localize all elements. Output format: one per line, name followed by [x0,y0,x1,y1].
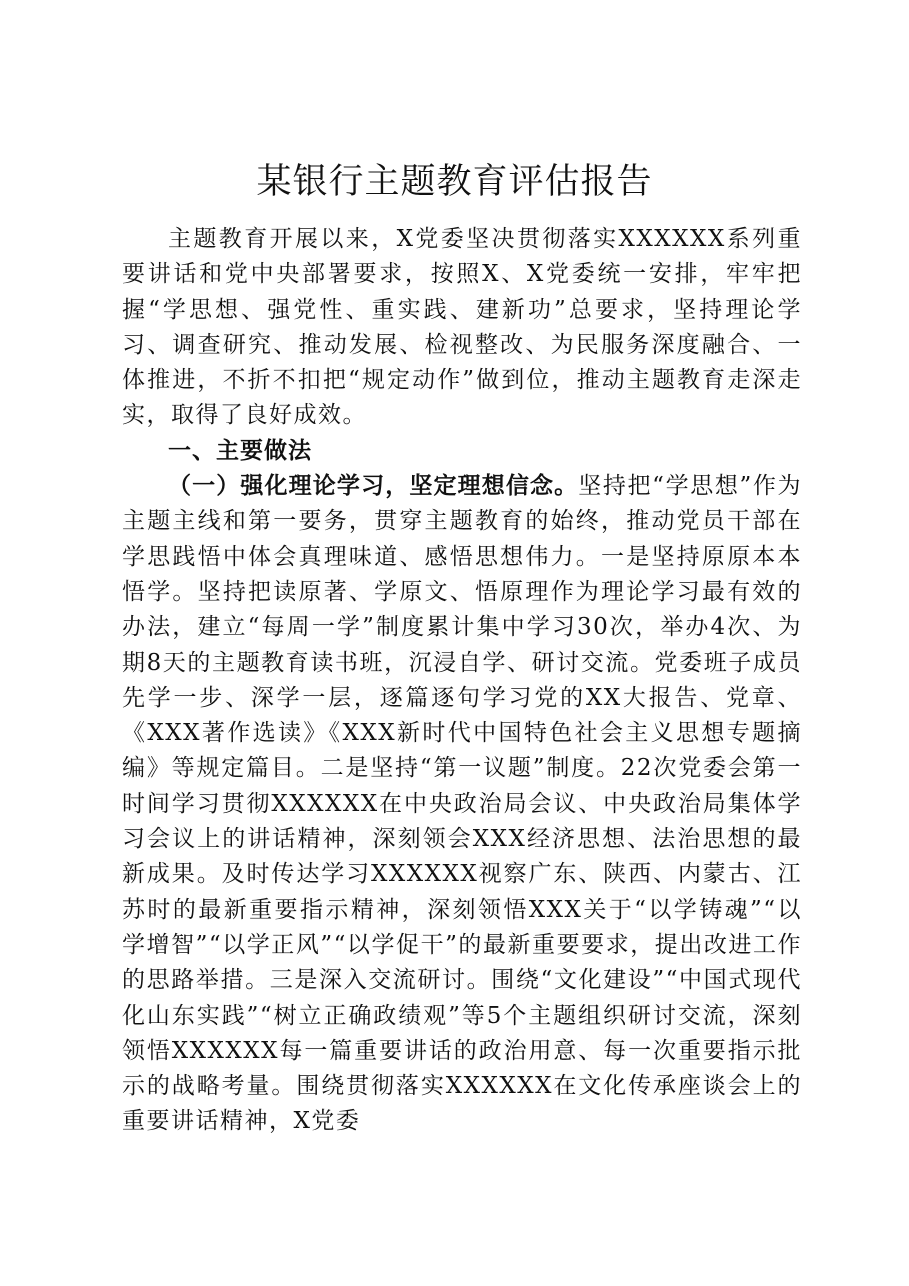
document-title: 某银行主题教育评估报告 [256,162,653,202]
document-body [122,222,802,1140]
subsection-body: 坚持把“学思想”作为主题主线和第一要务，贯穿主题教育的始终，推动党员干部在学思践悟中体会真理味道、感悟思想伟力。一是坚持原原本本悟学。坚持把读原著、学原文、悟原理作为理论学习最有效的办法，建立“每周一学”制度累计集中学习30次，举办4次、为期8天的主题教育读书班，沉浸自学、研讨交流。党委班子成员先学一步、深学一层，逐篇逐句学习党的XX大报告、党章、《XXX著作选读》《XXX新时代中国特色社会主义思想专题摘编》等规定篇目。二是坚持“第一议题”制度。22次党委会第一时间学习贯彻XXXXXX在中央政治局会议、中央政治局集体学习会议上的讲话精神，深刻领会XXX经济思想、法治思想的最新成果。及时传达学习XXXXXX视察广东、陕西、内蒙古、江苏时的最新重要指示精神，深刻领悟XXX关于“以学铸魂”“以学增智”“以学正风”“以学促干”的最新重要要求，提出改进工作的思路举措。三是深入交流研讨。围绕“文化建设”“中国式现代化山东实践”“树立正确政绩观”等5个主题组织研讨交流，深刻领悟XXXXXX每一篇重要讲话的政治用意、每一次重要指示批示的战略考量。围绕贯彻落实XXXXXX在文化传承座谈会上的重要讲话精神，X党委 [122,473,802,1135]
section-heading: 一、主要做法 [168,437,312,464]
intro-paragraph: 主题教育开展以来，X党委坚决贯彻落实XXXXXX系列重要讲话和党中央部署要求，按照X、X党委统一安排，牢牢把握“学思想、强党性、重实践、建新功”总要求，坚持理论学习、调查研究、推动发展、检视整改、为民服务深度融合、一体推进，不折不扣把“规定动作”做到位，推动主题教育走深走实，取得了良好成效。 [122,226,802,429]
subsection-heading: （一）强化理论学习，坚定理想信念。 [168,473,579,500]
subsection-paragraph [122,469,802,1140]
